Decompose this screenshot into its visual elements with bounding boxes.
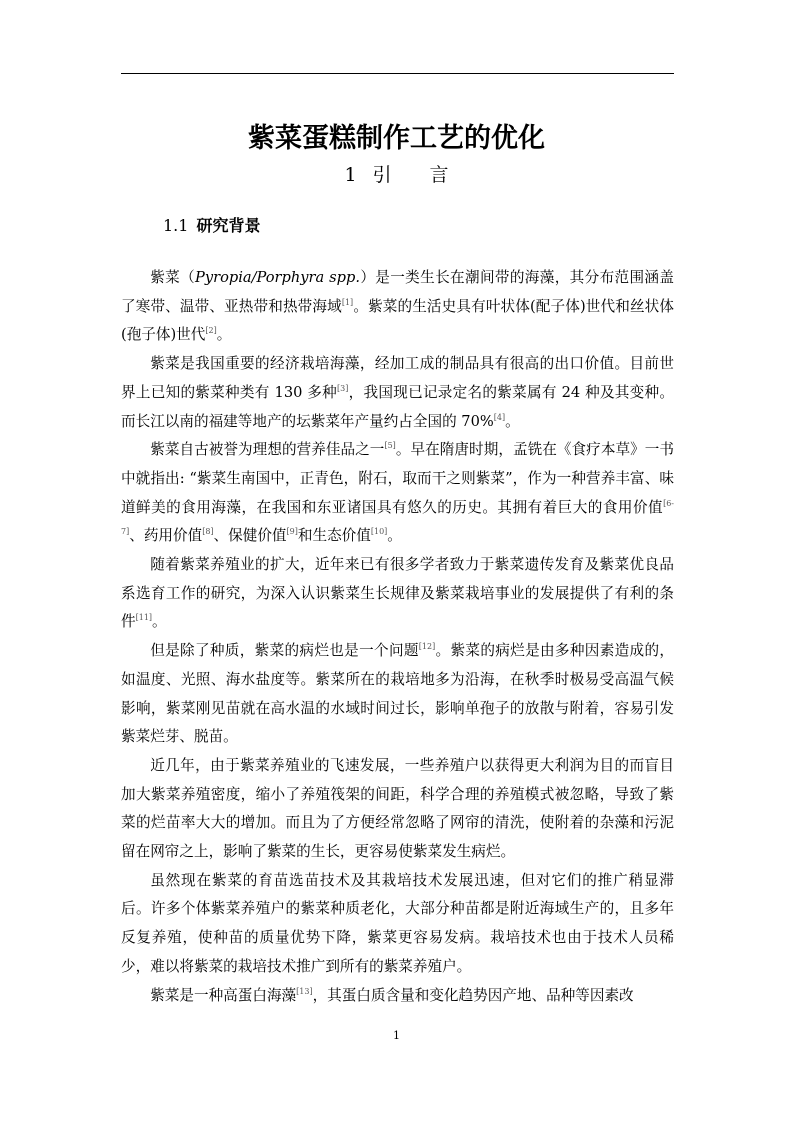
text-run: 。紫菜的病烂是由多种因素造成的，如温度、光照、海水盐度等。紫菜所在的栽培地多为沿海，在秋季时极易受高温气候影响，紫菜刚见苗就在高水温的水域时间过长，影响单孢子的放散与附着，容易引发紫菜烂芽、脱苗。 [121, 642, 674, 746]
citation-ref: [12] [418, 642, 436, 652]
citation-ref: [10] [370, 527, 388, 537]
paragraph-4 [121, 551, 674, 637]
document-title: 紫菜蛋糕制作工艺的优化 [248, 123, 545, 155]
paragraph-5 [121, 637, 674, 752]
section-title: 研究背景 [196, 216, 261, 235]
chapter-heading [0, 161, 793, 189]
body-text [121, 264, 674, 1010]
citation-ref: [4] [493, 412, 506, 422]
citation-ref: [2] [205, 326, 217, 336]
text-run: 。 [216, 326, 232, 344]
citation-ref: [3] [337, 383, 349, 393]
paragraph-8 [121, 982, 674, 1011]
text-run: 、药用价值 [129, 527, 203, 545]
text-run: ）是一类生长在潮间带的海藻，其分布范围涵盖了寒带、温带、亚热带和热带海域 [121, 269, 674, 315]
paragraph-6: 近几年，由于紫菜养殖业的飞速发展，一些养殖户以获得更大利润为目的而盲目加大紫菜养殖密度，缩小了养殖筏架的间距，科学合理的养殖模式被忽略，导致了紫菜的烂苗率大大的增加。而且为了方便经常忽略了网帘的清洗，使附着的杂藻和污泥留在网帘之上，影响了紫菜的生长，更容易使紫菜发生病烂。 [121, 756, 674, 861]
section-heading [163, 214, 260, 238]
paragraph-2 [121, 350, 674, 436]
text-run: 和生态价值 [297, 527, 371, 545]
latin-name: Pyropia/Porphyra spp. [195, 269, 360, 286]
text-run: ，我国现已记录定名的紫菜属有 24 种及其变种。而长江以南的福建等地产的坛紫菜年产量约占全国的 70% [121, 383, 674, 430]
text-run: 。紫菜的生活史具有叶状体(配子体)世代和丝状体(孢子体)世代 [121, 297, 674, 344]
text-run: 。早在隋唐时期，孟铣在《食疗本草》一书中就指出: “紫菜生南国中，正青色，附石，取而干之则紫菜”，作为一种营养丰富、味道鲜美的食用海藻，在我国和东亚诸国具有悠久的历史。其拥有着巨大的食用价值 [121, 441, 674, 516]
chapter-title-char-2: 言 [429, 164, 449, 186]
text-run: 紫菜（ [150, 269, 196, 286]
citation-ref: [8] [202, 527, 214, 537]
chapter-number: 1 [344, 164, 357, 186]
text-run: 。 [152, 613, 167, 631]
paragraph-3 [121, 436, 674, 551]
text-run: 但是除了种质，紫菜的病烂也是一个问题 [150, 642, 419, 660]
paragraph-1 [121, 264, 674, 350]
text-run: 紫菜是我国重要的经济栽培海藻，经加工成的制品具有很高的出口价值。目前世界上已知的紫菜种类有 130 多种 [121, 355, 674, 401]
citation-ref: [11] [135, 613, 153, 623]
text-run: 随着紫菜养殖业的扩大，近年来已有很多学者致力于紫菜遗传发育及紫菜优良品系选育工作的研究，为深入认识紫菜生长规律及紫菜栽培事业的发展提供了有利的条件 [121, 556, 674, 631]
header-rule [121, 73, 674, 74]
paragraph-7: 虽然现在紫菜的育苗选苗技术及其栽培技术发展迅速，但对它们的推广稍显滞后。许多个体紫菜养殖户的紫菜种质老化，大部分种苗都是附近海域生产的，且多年反复养殖，使种苗的质量优势下降，紫菜更容易发病。栽培技术也由于技术人员稀少，难以将紫菜的栽培技术推广到所有的紫菜养殖户。 [121, 871, 674, 975]
text-run: ，其蛋白质含量和变化趋势因产地、品种等因素改 [312, 986, 634, 1004]
text-run: 。 [505, 412, 520, 430]
chapter-title-char-1: 引 [372, 164, 392, 186]
citation-ref: [1] [341, 297, 354, 307]
section-number: 1.1 [163, 216, 189, 235]
citation-ref: [5] [384, 441, 396, 451]
page-number: 1 [393, 1029, 400, 1042]
citation-ref: [9] [286, 527, 298, 537]
text-run: 、保健价值 [213, 527, 287, 545]
text-run: 紫菜是一种高蛋白海藻 [150, 986, 297, 1004]
text-run: 紫菜自古被誉为理想的营养佳品之一 [150, 441, 385, 459]
text-run: 。 [387, 527, 402, 545]
citation-ref: [13] [296, 986, 313, 996]
citation-ref: [6-7] [121, 498, 674, 537]
